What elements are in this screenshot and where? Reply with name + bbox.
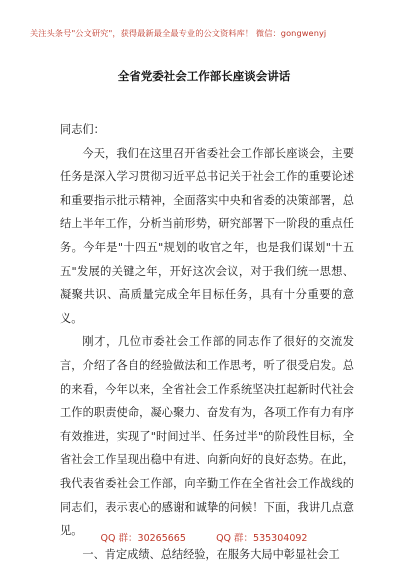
section-heading-1: 一、肯定成绩、总结经验，在服务大局中彰显社会工 [82, 547, 340, 561]
paragraph-1: 今天，我们在这里召开省委社会工作部长座谈会，主要任务是深入学习贯彻习近平总书记关于社会工作的重要论述和重要指示批示精神，全面落实中央和省委的决策部署，总结上半年工作，分析当前形势，研究部署下一阶段的重点任务。今年是"十四五"规划的收官之年，也是我们谋划"十五五"发展的关键之年，开好这次会议，对于我们统一思想、凝聚共识、高质量完成全年目标任务，具有十分重要的意义。 [60, 146, 354, 325]
footer-qq-groups: QQ 群：30265665 QQ 群：535304092 [100, 533, 308, 544]
header-promo-note: 关注头条号"公文研究"，获得最新最全最专业的公文资料库！ 微信：gongwenyj [30, 28, 327, 38]
document-title: 全省党委社会工作部长座谈会讲话 [117, 69, 291, 83]
paragraph-2: 刚才，几位市委社会工作部的同志作了很好的交流发言，介绍了各自的经验做法和工作思考，听了很受启发。总的来看，今年以来，全省社会工作系统坚决扛起新时代社会工作的职责使命，凝心聚力、奋发有为，各项工作有力有序有效推进，实现了"时间过半、任务过半"的阶段性目标，全省社会工作呈现出稳中有进、向新向好的良好态势。在此，我代表省委社会工作部，向辛勤工作在全省社会工作战线的同志们，表示衷心的感谢和诚挚的问候！下面，我讲几点意见。 [60, 335, 354, 538]
document-body [60, 118, 354, 566]
salutation: 同志们： [60, 123, 105, 136]
